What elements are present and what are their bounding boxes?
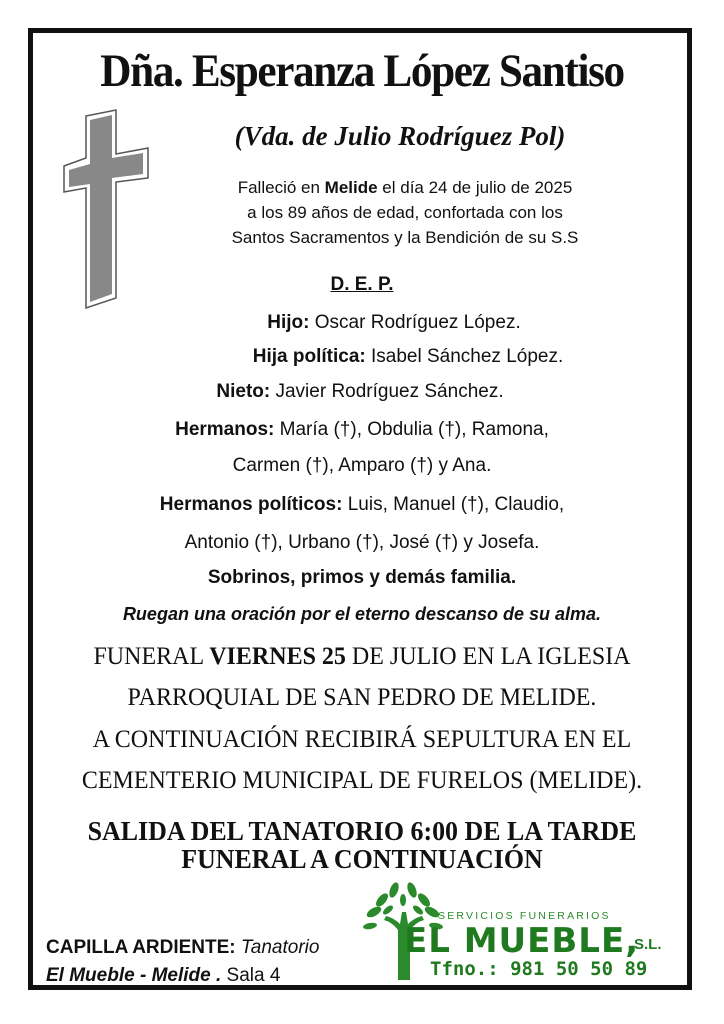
siblings-label: Hermanos:: [175, 419, 275, 440]
grandson-label: Nieto:: [216, 381, 271, 402]
chapel-place-1: Tanatorio: [235, 937, 320, 958]
death-line-1: [190, 175, 620, 200]
dep-label: D. E. P.: [330, 274, 394, 295]
funeral-line-4: CEMENTERIO MUNICIPAL DE FURELOS (MELIDE).: [81, 767, 643, 794]
chapel-info: [46, 934, 319, 990]
cross-icon: [54, 108, 154, 313]
logo-company-name: EL MUEBLE,: [404, 921, 640, 961]
death-date: el día 24 de julio de 2025: [377, 178, 573, 197]
family-son: [32, 312, 724, 334]
death-line-2: a los 89 años de edad, confortada con los: [247, 203, 563, 222]
departure-line-2: FUNERAL A CONTINUACIÓN: [181, 844, 543, 874]
funeral-line-1: [14, 643, 709, 671]
family-siblings-in-law-2: Antonio (†), Urbano (†), José (†) y Josefa.: [184, 532, 540, 553]
logo-phone: Tfno.: 981 50 50 89: [430, 958, 648, 980]
grandson-name: Javier Rodríguez Sánchez.: [270, 381, 504, 402]
daughter-in-law-label: Hija política:: [252, 346, 366, 367]
family-siblings-1: [0, 419, 724, 441]
death-line-3: Santos Sacramentos y la Bendición de su S.S: [231, 228, 579, 247]
son-label: Hijo:: [267, 312, 310, 333]
funeral-line-2: PARROQUIAL DE SAN PEDRO DE MELIDE.: [127, 684, 597, 711]
family-siblings-in-law-1: [0, 494, 724, 516]
deceased-name: Dña. Esperanza López Santiso: [100, 45, 624, 97]
logo-tagline: SERVICIOS FUNERARIOS: [438, 910, 611, 922]
daughter-in-law-name: Isabel Sánchez López.: [365, 346, 564, 367]
family-others: [0, 567, 724, 589]
siblings-names-1: María (†), Obdulia (†), Ramona,: [274, 419, 549, 440]
departure-line-1: SALIDA DEL TANATORIO 6:00 DE LA TARDE: [87, 816, 637, 846]
chapel-label: CAPILLA ARDIENTE:: [46, 937, 236, 958]
family-grandson: [0, 381, 722, 403]
funeral-line-3: A CONTINUACIÓN RECIBIRÁ SEPULTURA EN EL: [92, 726, 632, 753]
funeral-text: FUNERAL: [93, 643, 210, 670]
chapel-room: Sala 4: [221, 965, 281, 986]
siblings-in-law-names-1: Luis, Manuel (†), Claudio,: [342, 494, 565, 515]
death-text: Falleció en: [237, 178, 325, 197]
others-text: Sobrinos, primos y demás familia.: [207, 567, 517, 588]
funeral-place: DE JULIO EN LA IGLESIA: [345, 643, 631, 670]
funeral-day: VIERNES 25: [209, 643, 346, 670]
family-siblings-2: Carmen (†), Amparo (†) y Ana.: [232, 455, 492, 476]
logo-company-suffix: S.L.: [634, 936, 662, 953]
death-place: Melide: [324, 178, 378, 197]
son-name: Oscar Rodríguez López.: [309, 312, 521, 333]
chapel-place-2: El Mueble - Melide .: [46, 965, 222, 986]
widow-of: (Vda. de Julio Rodríguez Pol): [234, 121, 566, 151]
siblings-in-law-label: Hermanos políticos:: [159, 494, 343, 515]
family-daughter-in-law: [46, 346, 724, 368]
prayer-request: Ruegan una oración por el eterno descanso de su alma.: [122, 604, 602, 624]
